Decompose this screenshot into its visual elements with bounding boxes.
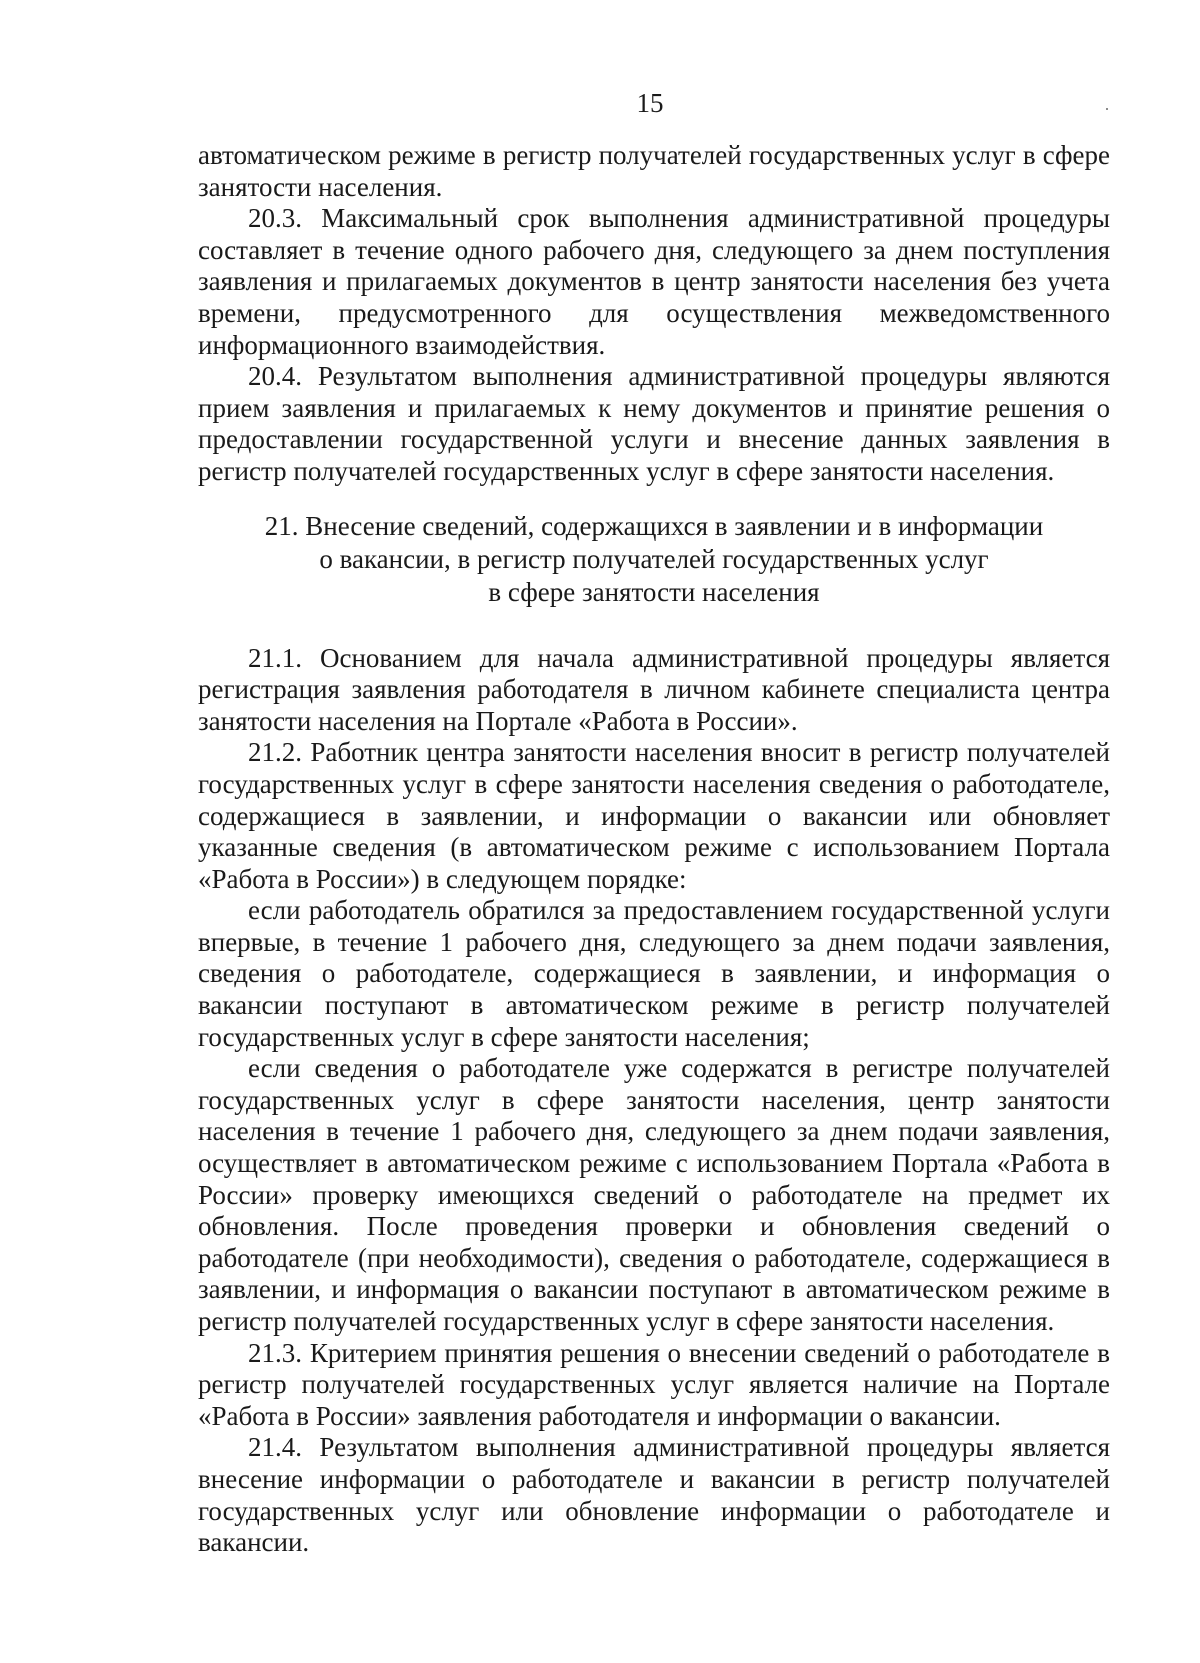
paragraph-20-4: 20.4. Результатом выполнения административной процедуры являются прием заявления и прилагаемых к нему документов и принятие решения о предоставлении государственной услуги и внесение данных заявления в регистр получателей государственных услуг в сфере занятости населения. — [198, 361, 1110, 486]
section-heading-line: 21. Внесение сведений, содержащихся в заявлении и в информации — [264, 510, 1044, 541]
section-heading-line: в сфере занятости населения — [488, 576, 820, 607]
paragraph-21-2: 21.2. Работник центра занятости населения вносит в регистр получателей государственных услуг в сфере занятости населения сведения о работодателе, содержащиеся в заявлении, и информации о вакансии или обновляет указанные сведения (в автоматическом режиме с использованием Портала «Работа в России») в следующем порядке: — [198, 737, 1110, 894]
document-body — [198, 140, 1110, 1559]
scan-speck — [1106, 108, 1108, 110]
page-number: 15 — [636, 88, 664, 118]
paragraph-21-3: 21.3. Критерием принятия решения о внесении сведений о работодателе в регистр получателей государственных услуг является наличие на Портале «Работа в России» заявления работодателя и информации о вакансии. — [198, 1337, 1110, 1431]
paragraph-21-2-case-existing: если сведения о работодателе уже содержатся в регистре получателей государственных услуг в сфере занятости населения, центр занятости населения в течение 1 рабочего дня, следующего за днем подачи заявления, осуществляет в автоматическом режиме с использованием Портала «Работа в России» проверку имеющихся сведений о работодателе на предмет их обновления. После проведения проверки и обновления сведений о работодателе (при необходимости), сведения о работодателе, содержащиеся в заявлении, и информация о вакансии поступают в автоматическом режиме в регистр получателей государственных услуг в сфере занятости населения. — [198, 1053, 1110, 1336]
paragraph-21-1: 21.1. Основанием для начала административной процедуры является регистрация заявления работодателя в личном кабинете специалиста центра занятости населения на Портале «Работа в России». — [198, 642, 1110, 736]
section-heading-21 — [198, 488, 1110, 643]
paragraph-continuation: автоматическом режиме в регистр получателей государственных услуг в сфере занятости населения. — [198, 140, 1110, 202]
paragraph-21-4: 21.4. Результатом выполнения административной процедуры является внесение информации о работодателе и вакансии в регистр получателей государственных услуг или обновление информации о работодателе и вакансии. — [198, 1432, 1110, 1558]
paragraph-20-3: 20.3. Максимальный срок выполнения административной процедуры составляет в течение одного рабочего дня, следующего за днем поступления заявления и прилагаемых документов в центр занятости населения без учета времени, предусмотренного для осуществления межведомственного информационного взаимодействия. — [198, 203, 1110, 360]
section-heading-line: о вакансии, в регистр получателей государственных услуг — [319, 543, 989, 574]
paragraph-21-2-case-first: если работодатель обратился за предоставлением государственной услуги впервые, в течение 1 рабочего дня, следующего за днем подачи заявления, сведения о работодателе, содержащиеся в заявлении, и информация о вакансии поступают в автоматическом режиме в регистр получателей государственных услуг в сфере занятости населения; — [198, 895, 1110, 1052]
